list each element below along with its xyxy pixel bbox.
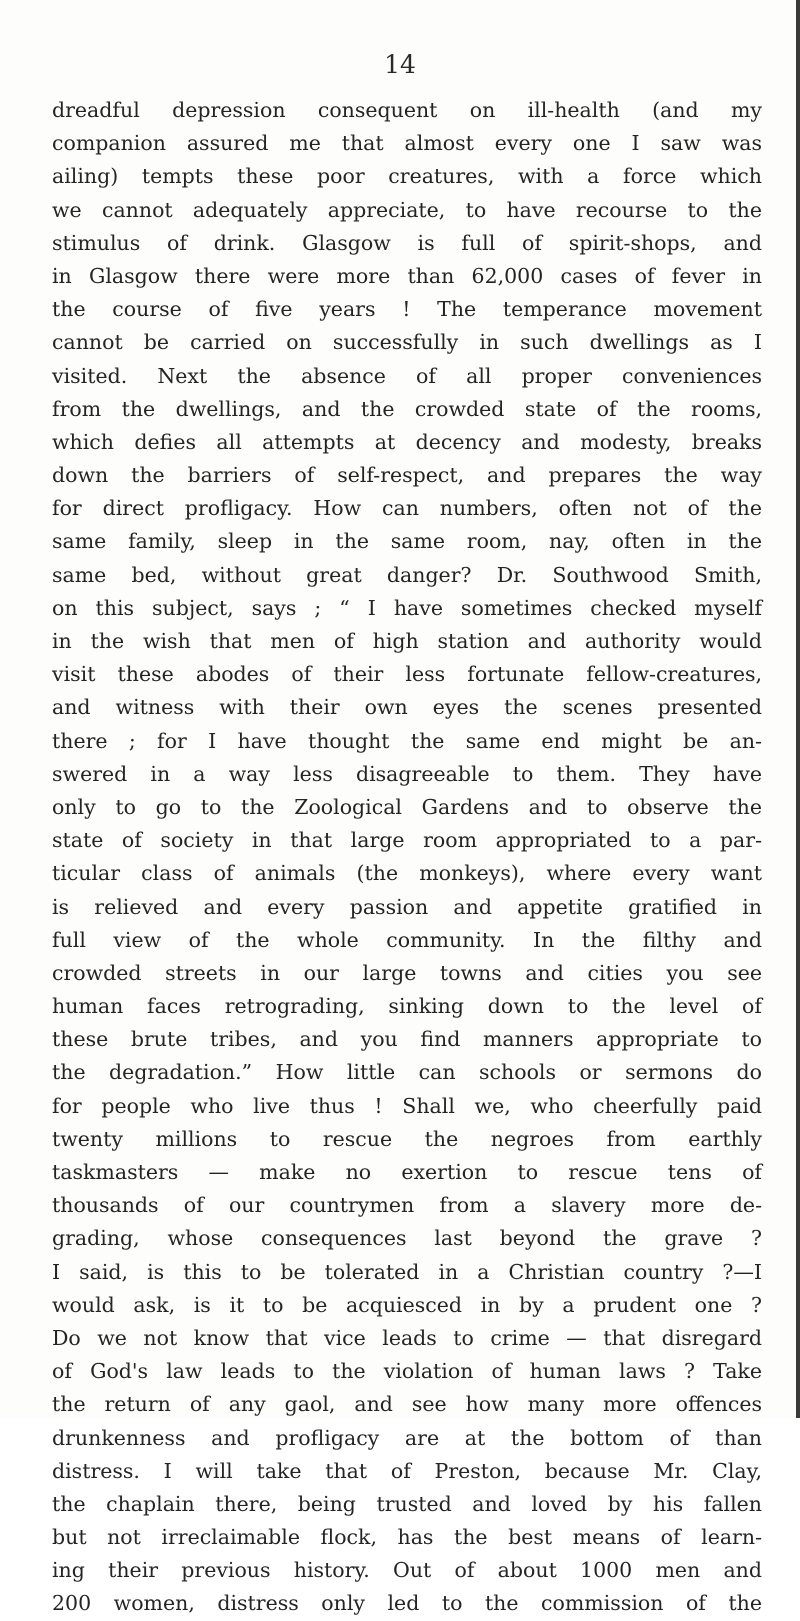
page-number: 14	[384, 50, 416, 79]
text-line: cannot be carried on successfully in such dwellings as I	[52, 330, 762, 355]
text-line: drunkenness and profligacy are at the bottom of than	[52, 1425, 762, 1450]
text-line: ailing) tempts these poor creatures, with a force which	[52, 164, 762, 189]
text-line: state of society in that large room appropriated to a par-	[52, 828, 762, 853]
body-text	[52, 94, 762, 1621]
text-line: but not irreclaimable flock, has the best means of learn-	[52, 1525, 762, 1550]
text-line: 200 women, distress only led to the commission of the	[52, 1591, 762, 1616]
text-line: I said, is this to be tolerated in a Christian country ?—I	[52, 1259, 762, 1284]
text-line: only to go to the Zoological Gardens and to observe the	[52, 794, 762, 819]
text-line: on this subject, says ; “ I have sometimes checked myself	[52, 595, 762, 620]
text-line: down the barriers of self-respect, and prepares the way	[52, 463, 762, 488]
text-line: visit these abodes of their less fortunate fellow-creatures,	[52, 662, 762, 687]
text-line: the return of any gaol, and see how many more offences	[52, 1392, 762, 1417]
text-line: companion assured me that almost every one I saw was	[52, 131, 762, 156]
text-line: Do we not know that vice leads to crime — that disregard	[52, 1325, 762, 1350]
text-line: ticular class of animals (the monkeys), where every want	[52, 861, 762, 886]
text-line: stimulus of drink. Glasgow is full of spirit-shops, and	[52, 230, 762, 255]
text-line: there ; for I have thought the same end might be an-	[52, 728, 762, 753]
text-line: these brute tribes, and you find manners appropriate to	[52, 1027, 762, 1052]
text-line: human faces retrograding, sinking down to the level of	[52, 994, 762, 1019]
text-line: in Glasgow there were more than 62,000 cases of fever in	[52, 263, 762, 288]
text-line: thousands of our countrymen from a slavery more de-	[52, 1193, 762, 1218]
text-line: from the dwellings, and the crowded state of the rooms,	[52, 396, 762, 421]
text-line: full view of the whole community. In the filthy and	[52, 927, 762, 952]
text-line: ing their previous history. Out of about 1000 men and	[52, 1558, 762, 1583]
text-line: and witness with their own eyes the scenes presented	[52, 695, 762, 720]
text-line: same bed, without great danger? Dr. Southwood Smith,	[52, 562, 762, 587]
text-line: grading, whose consequences last beyond the grave ?	[52, 1226, 762, 1251]
text-line: for direct profligacy. How can numbers, often not of the	[52, 496, 762, 521]
text-line: of God's law leads to the violation of human laws ? Take	[52, 1359, 762, 1384]
text-line: swered in a way less disagreeable to them. They have	[52, 761, 762, 786]
text-line: we cannot adequately appreciate, to have recourse to the	[52, 197, 762, 222]
text-line: twenty millions to rescue the negroes from earthly	[52, 1126, 762, 1151]
text-line: the chaplain there, being trusted and loved by his fallen	[52, 1491, 762, 1516]
text-line: the degradation.” How little can schools or sermons do	[52, 1060, 762, 1085]
text-line: taskmasters — make no exertion to rescue tens of	[52, 1160, 762, 1184]
page-edge-shadow	[796, 0, 800, 1418]
text-line: the course of five years ! The temperance movement	[52, 297, 762, 322]
text-line: visited. Next the absence of all proper conveniences	[52, 363, 762, 388]
text-line: which defies all attempts at decency and modesty, breaks	[52, 429, 762, 454]
text-line: would ask, is it to be acquiesced in by a prudent one ?	[52, 1292, 762, 1317]
text-line: for people who live thus ! Shall we, who cheerfully paid	[52, 1093, 762, 1118]
text-line: is relieved and every passion and appetite gratified in	[52, 894, 762, 919]
text-line: distress. I will take that of Preston, because Mr. Clay,	[52, 1458, 762, 1483]
text-line: same family, sleep in the same room, nay, often in the	[52, 529, 762, 554]
text-line: dreadful depression consequent on ill-health (and my	[52, 98, 762, 122]
text-line: crowded streets in our large towns and cities you see	[52, 960, 762, 985]
text-line: in the wish that men of high station and authority would	[52, 629, 762, 653]
